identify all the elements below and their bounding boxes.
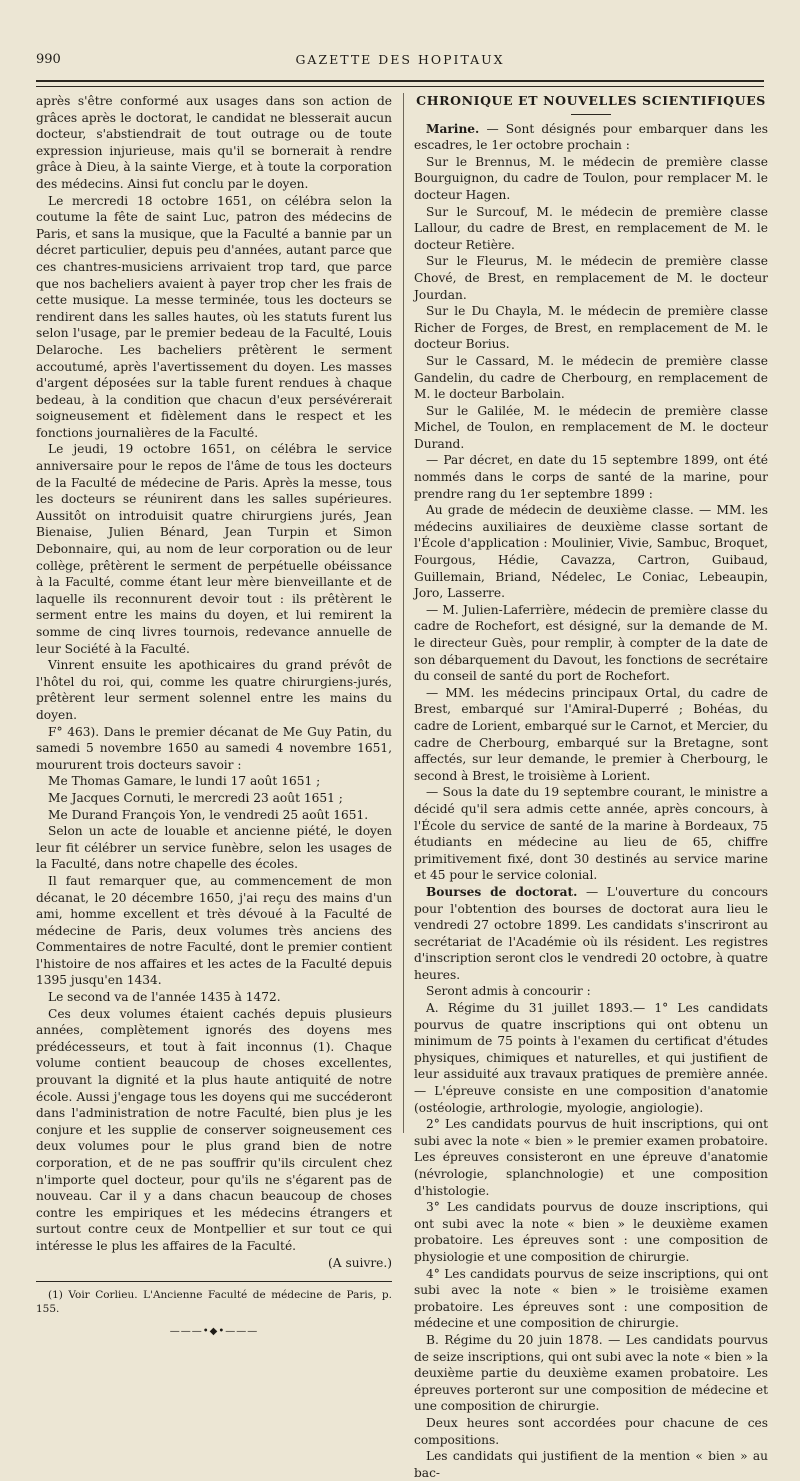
left-paragraph: après s'être conformé aux usages dans son action de grâces après le doctorat, le candidat ne blesserait aucun docteur, s'abstiendrait de tout outrage ou de toute expression injurieuse, mais qu'il se bornerait à rendre grâce à Dieu, à la sainte Vierge, et à toute la corporation des médecins. Ainsi fut conclu par le doyen.: [36, 94, 392, 191]
news-paragraph: [414, 502, 768, 602]
journal-title: GAZETTE DES HOPITAUX: [295, 52, 505, 67]
news-paragraph: [414, 121, 768, 154]
news-paragraph: [414, 983, 768, 1000]
left-paragraph: Le mercredi 18 octobre 1651, on célébra selon la coutume la fête de saint Luc, patron des médecins de Paris, et sans la musique, que la Faculté a bannie par un décret particulier, depuis peu d'années, autant parce que ces chantres-musiciens arrivaient trop tard, que parce que nos bacheliers avaient à payer trop cher les frais de cette musique. La messe terminée, tous les docteurs se rendirent dans les salles hautes, où les statuts furent lus selon l'usage, par le premier bedeau de la Faculté, Louis Delaroche. Les bacheliers prêtèrent le serment accoutumé, après l'avertissement du doyen. Les masses d'argent déposées sur la table furent rendues à chaque bedeau, à la condition que chacun d'eux persévérerait soigneusement et fidèlement dans le respect et les fonctions journalières de la Faculté.: [36, 193, 392, 440]
news-text: Les candidats qui justifient de la mention « bien » au bac-: [414, 1449, 768, 1480]
news-paragraph: [414, 1199, 768, 1265]
news-text: 3° Les candidats pourvus de douze inscriptions, qui ont subi avec la note « bien » le deuxième examen probatoire. Les épreuves sont : une composition de physiologie et une composition de chirurgie.: [414, 1200, 768, 1264]
column-divider: [403, 93, 404, 1133]
news-paragraph: [414, 253, 768, 303]
left-paragraph: Me Thomas Gamare, le lundi 17 août 1651 ;: [48, 774, 321, 789]
news-paragraph: [414, 685, 768, 785]
left-paragraph: F° 463). Dans le premier décanat de Me Guy Patin, du samedi 5 novembre 1650 au samedi 4 novembre 1651, moururent trois docteurs savoir :: [36, 724, 392, 772]
end-ornament: ———•◆•———: [169, 1326, 259, 1338]
news-text: Seront admis à concourir :: [426, 984, 591, 999]
left-paragraph: Le second va de l'année 1435 à 1472.: [48, 990, 281, 1005]
news-paragraph: [414, 1116, 768, 1199]
left-paragraph: Me Durand François Yon, le vendredi 25 août 1651.: [48, 807, 369, 822]
news-paragraph: [414, 1266, 768, 1332]
to-be-continued: (A suivre.): [328, 1255, 392, 1270]
news-text: Sur le Cassard, M. le médecin de première classe Gandelin, du cadre de Cherbourg, en remplacement de M. le docteur Barbolain.: [414, 353, 768, 402]
footnote: (1) Voir Corlieu. L'Ancienne Faculté de médecine de Paris, p. 155.: [36, 1289, 392, 1316]
left-paragraph: Vinrent ensuite les apothicaires du grand prévôt de l'hôtel du roi, qui, comme les quatre chirurgiens-jurés, prêtèrent leur serment solennel entre les mains du doyen.: [36, 658, 392, 722]
left-column: [36, 93, 392, 1341]
section-title: CHRONIQUE ET NOUVELLES SCIENTIFIQUES: [416, 93, 766, 108]
left-paragraph: Me Jacques Cornuti, le mercredi 23 août 1651 ;: [48, 790, 343, 805]
left-paragraph: Ces deux volumes étaient cachés depuis plusieurs années, complètement ignorés des doyens mes prédécesseurs, et tout à fait inconnus (1). Chaque volume contient beaucoup de choses excellentes, prouvant la dignité et la plus haute antiquité de notre école. Aussi j'engage tous les doyens qui me succéderont dans l'administration de notre Faculté, bien plus je les conjure et les supplie de conserver soigneusement ces deux volumes pour le plus grand bien de notre corporation, et de ne pas souffrir qu'ils circulent chez n'importe quel docteur, pour qu'ils ne s'égarent pas de nouveau. Car il y a dans chacun beaucoup de choses contre les empiriques et les médecins étrangers et surtout contre ceux de Montpellier et sur tout ce qui intéresse le plus les affaires de la Faculté.: [36, 1006, 392, 1253]
news-text: — MM. les médecins principaux Ortal, du cadre de Brest, embarqué sur l'Amiral-Duperré ; Bohéas, du cadre de Lorient, embarqué sur le Carnot, et Mercier, du cadre de Cherbourg, embarqué sur la Bretagne, sont affectés, sur leur demande, le premier à Cherbourg, le second à Brest, le troisième à Lorient.: [414, 685, 768, 783]
section-title-rule: [571, 114, 611, 115]
left-paragraph: Selon un acte de louable et ancienne piété, le doyen leur fit célébrer un service funèbre, selon les usages de la Faculté, dans notre chapelle des écoles.: [36, 824, 392, 872]
news-text: Sur le Brennus, M. le médecin de première classe Bourguignon, du cadre de Toulon, pour remplacer M. le docteur Hagen.: [414, 154, 768, 202]
news-paragraph: [414, 154, 768, 204]
news-text: Sur le Fleurus, M. le médecin de première classe Chové, de Brest, en remplacement de M. le docteur Jourdan.: [414, 254, 768, 302]
news-text: 4° Les candidats pourvus de seize inscriptions, qui ont subi avec la note « bien » le troisième examen probatoire. Les épreuves sont : une composition de médecine et une composition de chirurgie.: [414, 1266, 768, 1331]
page-number: 990: [36, 52, 61, 67]
news-heading: Bourses de doctorat.: [426, 884, 578, 899]
news-text: Au grade de médecin de deuxième classe. — MM. les médecins auxiliaires de deuxième classe sortant de l'École d'application : Moulinier, Vivie, Sambuc, Broquet, Fourgous, Hédie, Cavazza, Cartron, Guibaud, Guillemain, Briand, Nédelec, Le Coniac, Lebeaupin, Joro, Lasserre.: [414, 503, 768, 601]
right-column: [414, 93, 768, 1481]
news-text: — Sont désignés pour embarquer dans les escadres, le 1er octobre prochain :: [414, 121, 768, 153]
news-paragraph: [414, 1448, 768, 1481]
news-text: 2° Les candidats pourvus de huit inscriptions, qui ont subi avec la note « bien » le premier examen probatoire. Les épreuves consisteront en une épreuve d'anatomie (névrologie, splanchnologie) et une composition d'histologie.: [414, 1117, 768, 1198]
news-text: — L'ouverture du concours pour l'obtention des bourses de doctorat aura lieu le vendredi 27 octobre 1899. Les candidats s'inscriront au secrétariat de l'Académie où ils résident. Les registres d'inscription seront clos le vendredi 20 octobre, à quatre heures.: [414, 884, 768, 982]
header-rule-thick: [36, 80, 764, 82]
news-paragraph: [414, 452, 768, 502]
left-paragraph: Le jeudi, 19 octobre 1651, on célébra le service anniversaire pour le repos de l'âme de tous les docteurs de la Faculté de médecine de Paris. Après la messe, tous les docteurs se réunirent dans les salles supérieures. Aussitôt on introduisit quatre chirurgiens jurés, Jean Bienaise, Julien Bénard, Jean Turpin et Simon Debonnaire, qui, au nom de leur corporation ou de leur collège, prêtèrent le serment de perpétuelle obéissance à la Faculté, comme étant leur mère bienveillante et de laquelle ils reconnurent devoir tout : ils prêtèrent le serment entre les mains du doyen, et lui remirent la somme de cinq livres tournois, redevance annuelle de leur Société à la Faculté.: [36, 442, 392, 656]
news-paragraph: [414, 784, 768, 884]
news-text: Sur le Surcouf, M. le médecin de première classe Lallour, du cadre de Brest, en remplacement de M. le docteur Retière.: [414, 204, 768, 252]
news-paragraph: [414, 353, 768, 403]
news-paragraph: [414, 602, 768, 685]
news-paragraph: [414, 1000, 768, 1116]
news-text: Sur le Du Chayla, M. le médecin de première classe Richer de Forges, de Brest, en remplacement de M. le docteur Borius.: [414, 304, 768, 352]
news-text: A. Régime du 31 juillet 1893.— 1° Les candidats pourvus de quatre inscriptions qui ont obtenu un minimum de 75 points à l'examen du certificat d'études physiques, chimiques et naturelles, et qui justifient de leur assiduité aux travaux pratiques de première année. — L'épreuve consiste en une composition d'anatomie (ostéologie, arthrologie, myologie, angiologie).: [414, 1001, 768, 1115]
news-paragraph: [414, 884, 768, 984]
footnote-rule: [36, 1281, 392, 1282]
news-heading: Marine.: [426, 121, 480, 136]
header-rule-thin: [36, 86, 764, 87]
news-paragraph: [414, 403, 768, 453]
page-header: [36, 52, 764, 74]
news-text: B. Régime du 20 juin 1878. — Les candidats pourvus de seize inscriptions, qui ont subi avec la note « bien » la deuxième partie du deuxième examen probatoire. Les épreuves porteront sur une composition de médecine et une composition de chirurgie.: [414, 1332, 768, 1414]
news-text: Deux heures sont accordées pour chacune de ces compositions.: [414, 1415, 768, 1447]
news-paragraph: [414, 1415, 768, 1448]
news-text: — Par décret, en date du 15 septembre 1899, ont été nommés dans le corps de santé de la marine, pour prendre rang du 1er septembre 1899 :: [414, 453, 768, 501]
news-paragraph: [414, 204, 768, 254]
news-text: Sur le Galilée, M. le médecin de première classe Michel, de Toulon, en remplacement de M. le docteur Durand.: [414, 403, 768, 451]
right-paragraphs: [414, 121, 768, 1481]
news-text: — M. Julien-Laferrière, médecin de première classe du cadre de Rochefort, est désigné, sur la demande de M. le directeur Guès, pour remplir, à compter de la date de son débarquement du Davout, les fonctions de secrétaire du conseil de santé du port de Rochefort.: [414, 602, 768, 684]
left-paragraph: Il faut remarquer que, au commencement de mon décanat, le 20 décembre 1650, j'ai reçu des mains d'un ami, homme excellent et très dévoué à la Faculté de médecine de Paris, deux volumes très anciens des Commentaires de notre Faculté, dont le premier contient l'histoire de nos affaires et les actes de la Faculté depuis 1395 jusqu'en 1434.: [36, 873, 392, 988]
news-paragraph: [414, 303, 768, 353]
news-text: — Sous la date du 19 septembre courant, le ministre a décidé qu'il sera admis cette année, après concours, à l'École du service de santé de la marine à Bordeaux, 75 étudiants en médecine au lieu de 65, chiffre primitivement fixé, dont 30 destinés au service marine et 45 pour le service colonial.: [414, 785, 768, 883]
news-paragraph: [414, 1332, 768, 1415]
